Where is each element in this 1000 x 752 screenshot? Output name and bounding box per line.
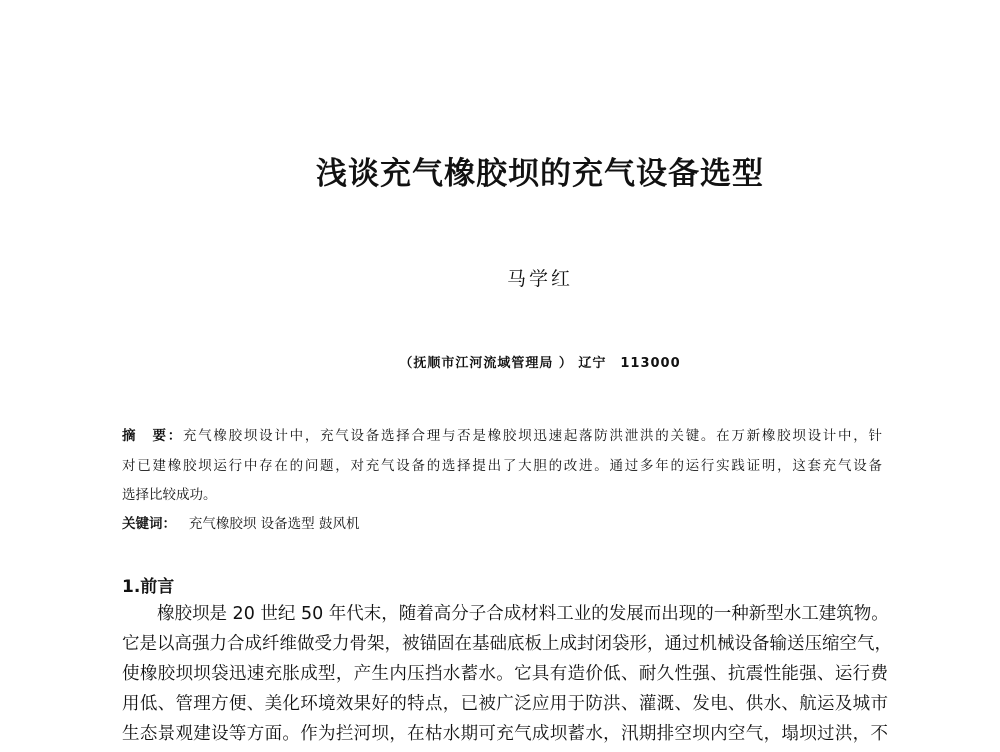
body-line: 使橡胶坝坝袋迅速充胀成型，产生内压挡水蓄水。它具有造价低、耐久性强、抗震性能强、运行费	[122, 664, 888, 684]
abstract-line: 选择比较成功。	[122, 487, 217, 503]
abstract-line: 对已建橡胶坝运行中存在的问题，对充气设备的选择提出了大胆的改进。通过多年的运行实践证明，这套充气设备	[122, 458, 882, 474]
keywords	[122, 512, 359, 532]
section-heading: 1.前言	[122, 577, 175, 597]
author: 马学红	[506, 268, 573, 290]
keywords-label: 关键词：	[122, 516, 176, 532]
body-line: 用低、管理方便、美化环境效果好的特点，已被广泛应用于防洪、灌溉、发电、供水、航运及城市	[122, 694, 888, 714]
abstract-text: 充气橡胶坝设计中，充气设备选择合理与否是橡胶坝迅速起落防洪泄洪的关键。在万新橡胶坝设计中，针	[182, 428, 883, 444]
abstract-line	[122, 424, 882, 444]
body-line: 它是以高强力合成纤维做受力骨架，被锚固在基础底板上成封闭袋形，通过机械设备输送压缩空气，	[122, 634, 892, 654]
keywords-value: 充气橡胶坝 设备选型 鼓风机	[188, 516, 360, 532]
body-line: 橡胶坝是 20 世纪 50 年代末，随着高分子合成材料工业的发展而出现的一种新型水工建筑物。	[122, 604, 889, 624]
paper-title: 浅谈充气橡胶坝的充气设备选型	[316, 156, 764, 192]
affiliation: （抚顺市江河流域管理局 ） 辽宁 113000	[399, 356, 681, 371]
abstract-label: 摘 要：	[122, 428, 183, 444]
body-line: 生态景观建设等方面。作为拦河坝，在枯水期可充气成坝蓄水，汛期排空坝内空气，塌坝过洪，不	[122, 724, 888, 744]
